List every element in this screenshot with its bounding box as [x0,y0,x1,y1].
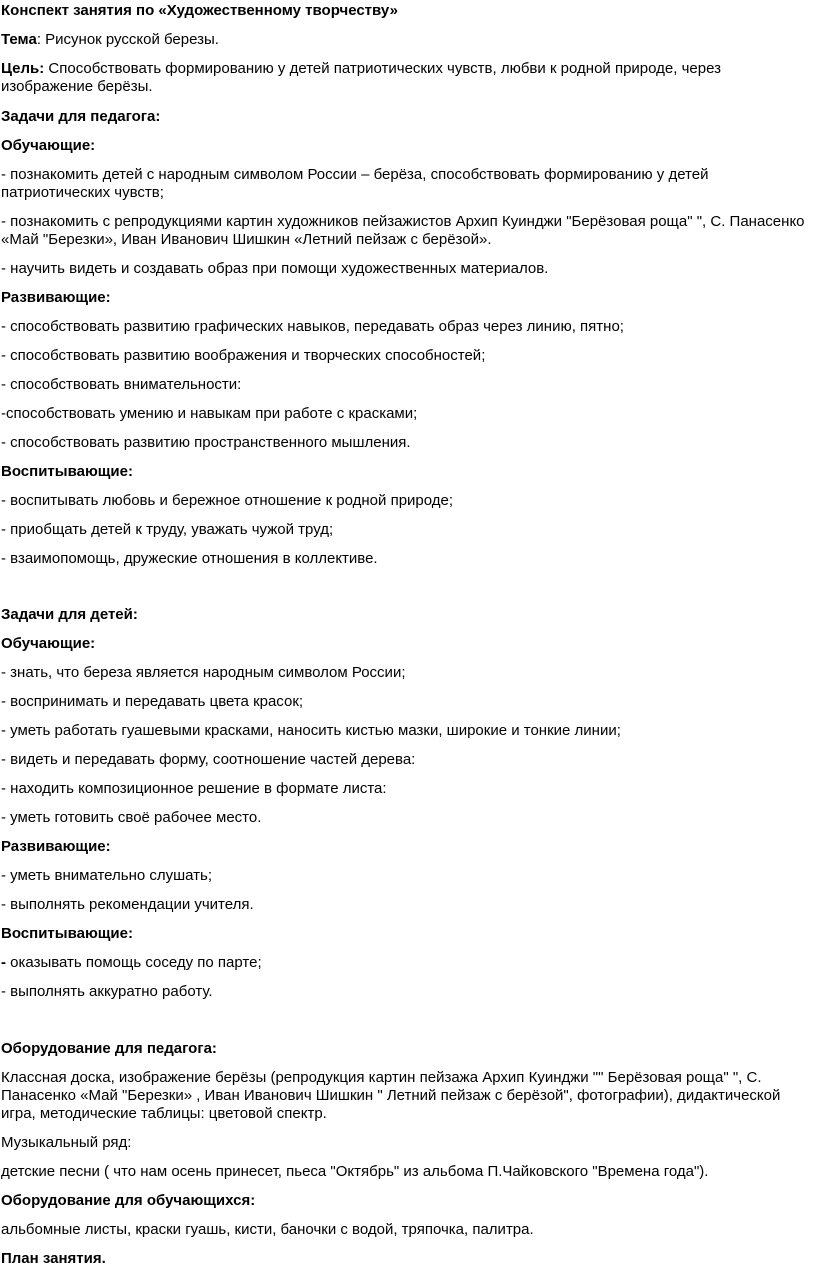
goal-paragraph [1,60,811,96]
teacher-upbringing-item: - приобщать детей к труду, уважать чужой труд; [1,521,334,538]
document-title: Конспект занятия по «Художественному творчеству» [1,2,398,19]
child-teaching-heading: Обучающие: [1,635,96,652]
child-developing-item: - уметь внимательно слушать; [1,867,213,884]
child-developing-heading: Развивающие: [1,838,111,855]
teacher-equipment-text: Классная доска, изображение берёзы (репродукция картин пейзажа Архип Куинджи "" Берёзовая роща" ", С. Панасенко «Май "Березки» , Иван Иванович Шишкин " Летний пейзаж с берёзой", фотографии), дидактической игра, методические таблицы: цветовой спектр. [1,1069,781,1122]
teacher-developing-item: - способствовать развитию воображения и творческих способностей; [1,347,486,364]
bullet-dash: - [1,954,6,971]
teacher-teaching-item: - познакомить детей с народным символом России – берёза, способствовать формированию у детей патриотических чувств; [1,166,709,201]
child-teaching-item: - уметь готовить своё рабочее место. [1,809,262,826]
goal-label: Цель: [1,60,45,77]
child-upbringing-item: - выполнять аккуратно работу. [1,983,213,1000]
teacher-upbringing-item: - взаимопомощь, дружеские отношения в коллективе. [1,550,378,567]
teacher-developing-item: - способствовать внимательности: [1,376,242,393]
child-developing-item: - выполнять рекомендации учителя. [1,896,254,913]
topic-label: Тема [1,31,37,48]
topic-text: : Рисунок русской березы. [36,31,219,48]
music-label: Музыкальный ряд: [1,1134,132,1151]
teacher-equipment-heading: Оборудование для педагога: [1,1040,217,1057]
plan-heading: План занятия. [1,1250,106,1267]
child-teaching-item: - уметь работать гуашевыми красками, наносить кистью мазки, широкие и тонкие линии; [1,722,621,739]
child-tasks-heading: Задачи для детей: [1,606,138,623]
teacher-teaching-heading: Обучающие: [1,137,96,154]
teacher-teaching-item: - познакомить с репродукциями картин художников пейзажистов Архип Куинджи "Берёзовая роща" ", С. Панасенко «Май "Березки», Иван Иванович Шишкин «Летний пейзаж с берёзой». [1,213,805,248]
teacher-developing-item: - способствовать развитию пространственного мышления. [1,434,411,451]
teacher-developing-heading: Развивающие: [1,289,111,306]
teacher-developing-item: - способствовать развитию графических навыков, передавать образ через линию, пятно; [1,318,624,335]
child-upbringing-heading: Воспитывающие: [1,925,133,942]
child-teaching-item: - знать, что береза является народным символом России; [1,664,406,681]
music-text: детские песни ( что нам осень принесет, пьеса "Октябрь" из альбома П.Чайковского "Времена года"). [1,1163,709,1180]
child-teaching-item: - воспринимать и передавать цвета красок; [1,693,304,710]
teacher-upbringing-item: - воспитывать любовь и бережное отношение к родной природе; [1,492,454,509]
child-upbringing-item [1,954,811,972]
child-teaching-item: - видеть и передавать форму, соотношение частей дерева: [1,751,416,768]
teacher-tasks-heading: Задачи для педагога: [1,108,161,125]
student-equipment-heading: Оборудование для обучающихся: [1,1192,256,1209]
child-upbringing-text: оказывать помощь соседу по парте; [6,954,262,971]
child-teaching-item: - находить композиционное решение в формате листа: [1,780,387,797]
topic-line [1,31,811,49]
goal-text: Способствовать формированию у детей патриотических чувств, любви к родной природе, через изображение берёзы. [1,60,721,95]
teacher-developing-item: -способствовать умению и навыкам при работе с красками; [1,405,418,422]
teacher-teaching-item: - научить видеть и создавать образ при помощи художественных материалов. [1,260,549,277]
student-equipment-text: альбомные листы, краски гуашь, кисти, баночки с водой, тряпочка, палитра. [1,1221,534,1238]
teacher-upbringing-heading: Воспитывающие: [1,463,133,480]
